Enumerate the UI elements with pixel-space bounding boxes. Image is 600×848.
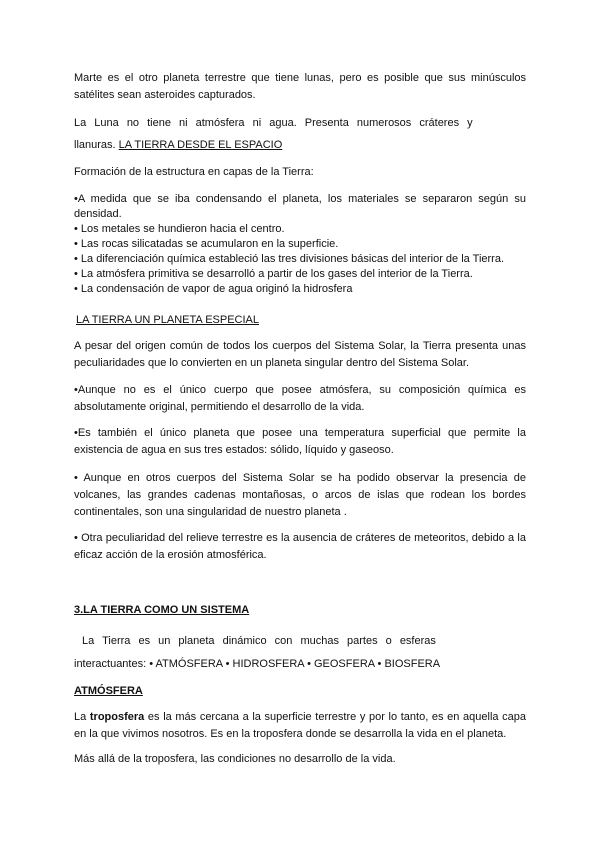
paragraph-troposfera bbox=[74, 709, 526, 743]
list-item: • Los metales se hundieron hacia el centro. bbox=[74, 223, 285, 235]
paragraph-dinamico-line2: interactuantes: • ATMÓSFERA • HIDROSFERA • GEOSFERA • BIOSFERA bbox=[74, 658, 441, 670]
paragraph-temperatura: •Es también el único planeta que posee una temperatura superficial que permite la existencia de agua en sus tres estados: sólido, líquido y gaseoso. bbox=[74, 427, 526, 456]
paragraph-formacion: Formación de la estructura en capas de la Tierra: bbox=[74, 166, 314, 178]
troposfera-bold: troposfera bbox=[89, 711, 145, 723]
paragraph-mars: Marte es el otro planeta terrestre que tiene lunas, pero es posible que sus minúsculos satélites sean asteroides capturados. bbox=[74, 72, 526, 101]
troposfera-post: es la más cercana a la superficie terrestre y por lo tanto, es en aquella capa en la que vivimos nosotros. Es en la troposfera donde se desarrolla la vida en el planeta. bbox=[74, 711, 527, 740]
paragraph-luna-line2 bbox=[74, 137, 526, 154]
heading-tierra-planeta-especial: LA TIERRA UN PLANETA ESPECIAL bbox=[76, 314, 259, 326]
paragraph-atmosfera-unica: •Aunque no es el único cuerpo que posee atmósfera, su composición química es absolutamente original, permitiendo el desarrollo de la vida. bbox=[74, 384, 526, 413]
heading-tierra-como-sistema: 3.LA TIERRA COMO UN SISTEMA bbox=[74, 604, 250, 616]
list-item: • La atmósfera primitiva se desarrolló a partir de los gases del interior de la Tierra. bbox=[74, 268, 473, 280]
paragraph-luna-line1: La Luna no tiene ni atmósfera ni agua. Presenta numerosos cráteres y bbox=[74, 117, 473, 129]
paragraph-mas-alla: Más allá de la troposfera, las condiciones no desarrollo de la vida. bbox=[74, 753, 396, 765]
list-item: •A medida que se iba condensando el planeta, los materiales se separaron según su densidad. bbox=[74, 193, 526, 220]
heading-tierra-desde-espacio: LA TIERRA DESDE EL ESPACIO bbox=[118, 139, 283, 151]
paragraph-volcanes: • Aunque en otros cuerpos del Sistema Solar se ha podido observar la presencia de volcanes, las grandes cadenas montañosas, o arcos de islas que rodean los bordes continentales, son una singularidad de nuestro planeta . bbox=[74, 472, 526, 518]
troposfera-pre: La bbox=[74, 711, 90, 723]
paragraph-pesar: A pesar del origen común de todos los cuerpos del Sistema Solar, la Tierra presenta unas peculiaridades que lo convierten en un planeta singular dentro del Sistema Solar. bbox=[74, 340, 526, 369]
list-item: • La diferenciación química estableció las tres divisiones básicas del interior de la Tierra. bbox=[74, 253, 505, 265]
paragraph-dinamico-line1: La Tierra es un planeta dinámico con muchas partes o esferas bbox=[82, 635, 436, 647]
paragraph-luna-text: llanuras. bbox=[74, 139, 119, 151]
heading-atmosfera: ATMÓSFERA bbox=[74, 685, 143, 697]
list-item: • La condensación de vapor de agua originó la hidrosfera bbox=[74, 283, 353, 295]
list-item: • Las rocas silicatadas se acumularon en la superficie. bbox=[74, 238, 339, 250]
bullet-list-formacion bbox=[74, 192, 526, 297]
paragraph-crateres: • Otra peculiaridad del relieve terrestre es la ausencia de cráteres de meteoritos, debido a la eficaz acción de la erosión atmosférica. bbox=[74, 532, 526, 561]
